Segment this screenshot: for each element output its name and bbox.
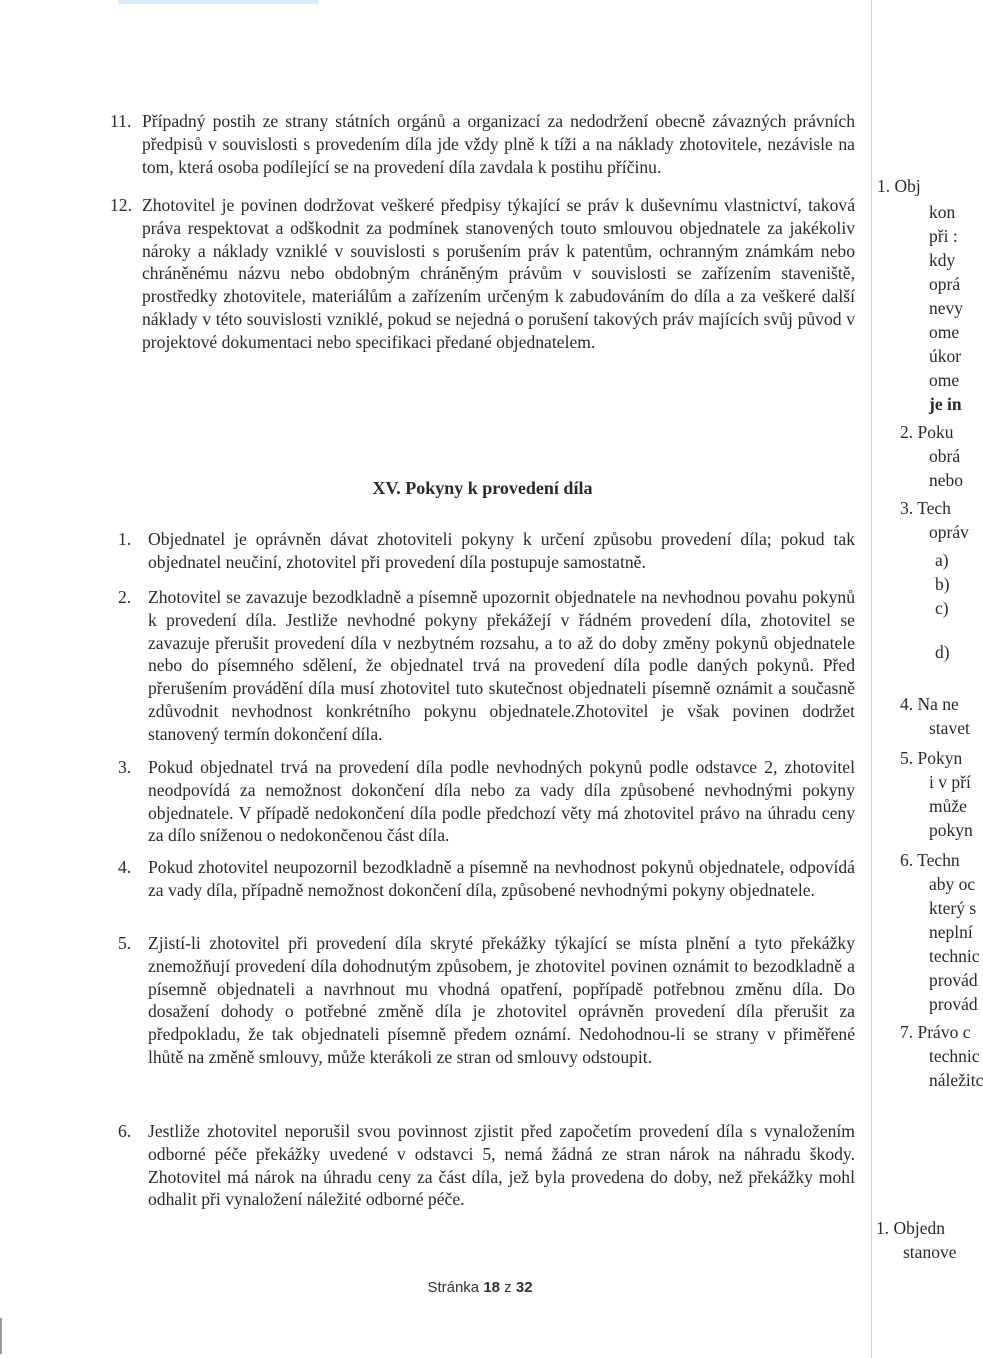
footer-prefix: Stránka — [427, 1279, 484, 1296]
fragment-line: nebo — [929, 470, 964, 490]
item-number: 2. — [118, 587, 132, 607]
fragment-line: stavet — [929, 718, 970, 738]
item-number: 6. — [118, 1121, 132, 1141]
item-text: Zhotovitel se zavazuje bezodkladně a písemně upozornit objednatele na nevhodnou povahu pokynů k provedení díla. Jestliže nevhodné pokyny překážejí v řádném provedení díla, zhotovitel se zavazuje přerušit provedení díla v nezbytném rozsahu, a to až do doby změny pokynů objednatele nebo do písemného sdělení, že objednatel trvá na provedení díla podle daných pokynů. Před přerušením provádění díla musí zhotovitel tuto skutečnost objednateli písemně oznámit a současně zdůvodnit nevhodnost konkrétního pokynu objednatele.Zhotovitel je však povinen dodržet stanovený termín dokončení díla. — [148, 587, 855, 744]
footer-total-pages: 32 — [515, 1279, 533, 1296]
fragment-line: náležitc — [929, 1070, 983, 1090]
item-text: Pokud objednatel trvá na provedení díla podle nevhodných pokynů podle odstavce 2, zhotovitel neodpovídá za nemožnost dokončení díla nebo za vady díla způsobené nevhodnými pokyny objednatele. V případě nedokončení díla podle předchozí věty má zhotovitel právo na úhradu ceny za dílo sníženou o nedokončenou část díla. — [148, 757, 855, 846]
fragment-line: při : — [929, 226, 958, 246]
section-item-1 — [118, 528, 855, 574]
page-footer — [0, 1279, 960, 1296]
top-color-bar — [118, 0, 318, 4]
fragment-line: 3. Tech — [900, 498, 951, 518]
fragment-line: neplní — [929, 922, 973, 942]
section-heading: XV. Pokyny k provedení díla — [372, 478, 593, 498]
scan-corner-mark — [0, 1318, 2, 1354]
fragment-line: i v pří — [929, 772, 971, 792]
fragment-line: technic — [929, 1046, 980, 1066]
fragment-line: je in — [929, 394, 962, 414]
fragment-line: technic — [929, 946, 980, 966]
paragraph-number: 12. — [110, 195, 132, 215]
fragment-line: provád — [929, 994, 978, 1014]
fragment-line: ome — [929, 322, 960, 342]
item-text: Zjistí-li zhotovitel při provedení díla skryté překážky týkající se místa plnění a tyto překážky znemožňují provedení díla dohodnutým způsobem, je zhotovitel povinen oznámit to bezodkladně a písemně objednateli a navrhnout mu vhodná opatření, popřípadě potřebnou změnu díla. Do dosažení dohody o potřebné změně díla je zhotovitel oprávněn provedení díla přerušit za předpokladu, že tak objednateli písemně předem oznámí. Nedohodnou-li se strany v přiměřené lhůtě na změně smlouvy, může kterákoli ze stran od smlouvy odstoupit. — [148, 933, 855, 1067]
footer-current-page: 18 — [483, 1279, 501, 1296]
paragraph-text: Zhotovitel je povinen dodržovat veškeré předpisy týkající se práv k duševnímu vlastnictví, taková práva respektovat a odškodnit za podmínek stanovených touto smlouvou objednatele za jakékoliv nároky a náklady vzniklé v souvislosti s porušením práv k patentům, ochranným známkám nebo chráněnému názvu nebo obdobným chráněným právům v souvislosti se zařízením staveniště, prostředky zhotovitele, materiálům a zařízením určeným k zabudováním do díla a za veškeré další náklady v této souvislosti vzniklé, pokud se nejedná o porušení takových práv majících svůj původ v projektové dokumentaci nebo specifikaci předané objednatelem. — [142, 195, 855, 352]
fragment-line: oprá — [929, 274, 961, 294]
fragment-line: 7. Právo c — [900, 1022, 971, 1042]
item-number: 1. — [118, 529, 132, 549]
fragment-line: nevy — [929, 298, 964, 318]
item-number: 4. — [118, 857, 132, 877]
section-item-2 — [118, 586, 855, 746]
footer-separator: z — [500, 1279, 516, 1296]
fragment-line: 6. Techn — [900, 850, 960, 870]
fragment-line: b) — [935, 574, 950, 594]
paragraph-text: Případný postih ze strany státních orgánů a organizací za nedodržení obecně závazných právních předpisů v souvislosti s provedením díla jde vždy plně k tíži a na náklady zhotovitele, nezávisle na tom, která osoba podílející se na provedení díla zavdala k postihu příčinu. — [142, 111, 855, 177]
fragment-line: provád — [929, 970, 978, 990]
next-page-fragment — [872, 0, 983, 1358]
fragment-line: c) — [935, 598, 949, 618]
item-text: Objednatel je oprávněn dávat zhotoviteli pokyny k určení způsobu provedení díla; pokud tak objednatel neučiní, zhotovitel při provedení díla postupuje samostatně. — [148, 529, 855, 572]
fragment-line: opráv — [929, 522, 969, 542]
item-text: Pokud zhotovitel neupozornil bezodkladně a písemně na nevhodnost pokynů objednatele, odpovídá za vady díla, případně nemožnost dokončení díla, způsobené nevhodnými pokyny objednatele. — [148, 857, 855, 900]
section-item-5 — [118, 932, 855, 1069]
item-number: 3. — [118, 757, 132, 777]
item-number: 5. — [118, 933, 132, 953]
fragment-line: kon — [929, 202, 956, 222]
fragment-line: stanove — [903, 1242, 957, 1262]
fragment-line: může — [929, 796, 967, 816]
fragment-line: pokyn — [929, 820, 973, 840]
fragment-line: ome — [929, 370, 960, 390]
fragment-line: a) — [935, 550, 949, 570]
fragment-line: obrá — [929, 446, 961, 466]
section-item-4 — [118, 856, 855, 902]
fragment-line: 2. Poku — [900, 422, 954, 442]
item-text: Jestliže zhotovitel neporušil svou povinnost zjistit před započetím provedení díla s vynaložením odborné péče překážky uvedené v odstavci 5, nemá žádná ze stran nárok na náhradu škody. Zhotovitel má nárok na úhradu ceny za část díla, jež byla provedena do doby, než překážky mohl odhalit při vynaložení náležité odborné péče. — [148, 1121, 855, 1210]
section-item-3 — [118, 756, 855, 847]
fragment-line: který s — [929, 898, 977, 918]
section-item-6 — [118, 1120, 855, 1211]
paragraph-11 — [110, 110, 855, 178]
fragment-line: 4. Na ne — [900, 694, 959, 714]
paragraph-12 — [110, 194, 855, 354]
fragment-line: 1. Objedn — [876, 1218, 946, 1238]
fragment-line: úkor — [929, 346, 962, 366]
fragment-line: 1. Obj — [877, 176, 921, 196]
fragment-line: 5. Pokyn — [900, 748, 963, 768]
fragment-line: d) — [935, 642, 950, 662]
fragment-line: kdy — [929, 250, 956, 270]
fragment-line: aby oc — [929, 874, 976, 894]
paragraph-number: 11. — [110, 111, 132, 131]
